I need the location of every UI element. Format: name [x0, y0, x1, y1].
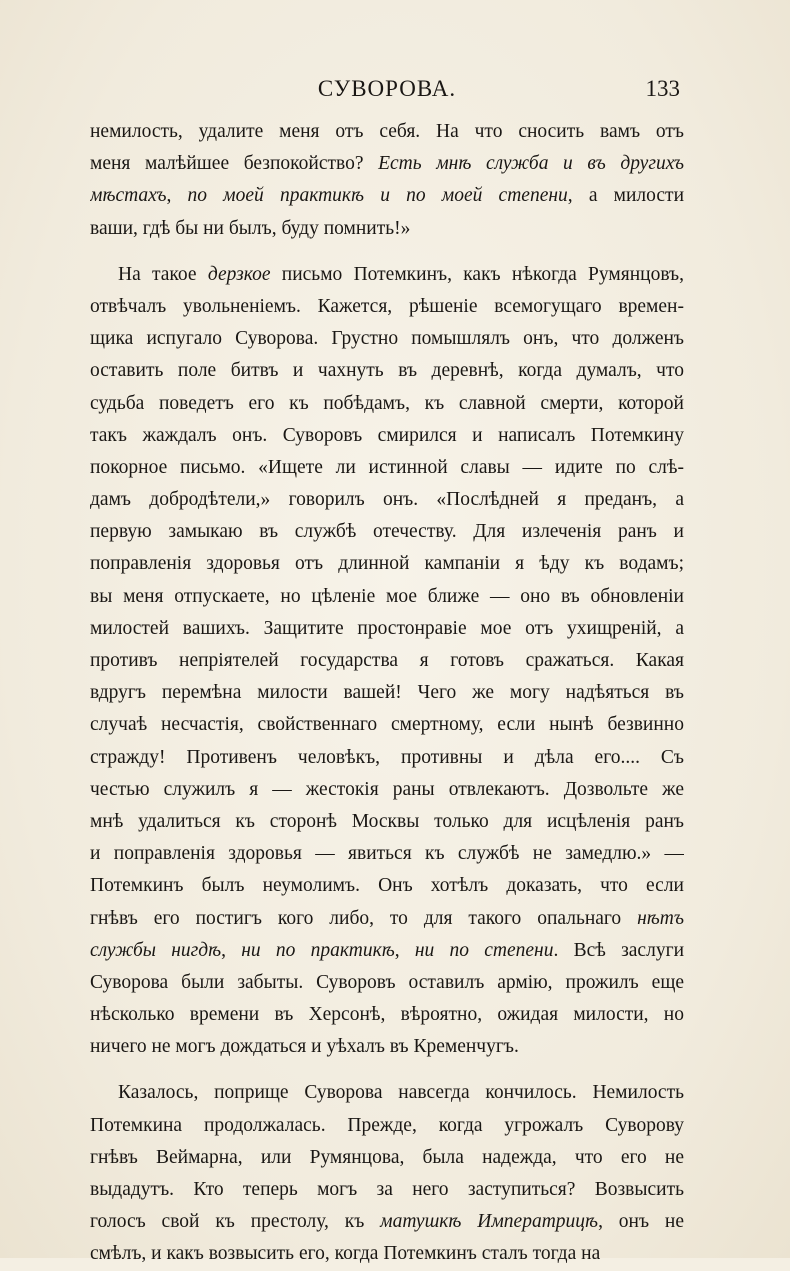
- text-run: Потемкинъ былъ неумолимъ. Онъ хотѣлъ доказать, что если: [90, 875, 684, 897]
- text-line: [90, 484, 684, 516]
- text-line: [90, 1110, 684, 1142]
- text-run: и поправленія здоровья — явиться къ службѣ не замедлю.» —: [90, 843, 684, 865]
- text-line: [90, 709, 684, 741]
- text-run: первую замыкаю въ службѣ отечеству. Для излеченія ранъ и: [90, 521, 684, 543]
- text-run: стражду! Противенъ человѣкъ, противны и дѣла его.... Съ: [90, 746, 684, 768]
- italic-text: нѣтъ: [637, 907, 684, 929]
- text-run: противъ непріятелей государства я готовъ сражаться. Какая: [90, 650, 684, 671]
- italic-text: службы нигдѣ: [90, 939, 222, 961]
- text-run: вдругъ перемѣна милости вашей! Чего же могу надѣяться въ: [90, 682, 684, 704]
- text-line: [90, 259, 684, 291]
- text-run: Потемкина продолжалась. Прежде, когда угрожалъ Суворову: [90, 1114, 684, 1136]
- text-line: [90, 1238, 684, 1270]
- text-line: [90, 870, 684, 902]
- text-line: [90, 935, 684, 967]
- text-run: , онъ не: [598, 1211, 684, 1233]
- text-run: дамъ добродѣтели,» говорилъ онъ. «Послѣдней я преданъ, а: [90, 489, 684, 511]
- text-line: [90, 999, 684, 1031]
- text-run: ваши, гдѣ бы ни былъ, буду помнить!»: [90, 217, 411, 239]
- text-line: [90, 420, 684, 452]
- text-line: [90, 355, 684, 387]
- text-run: случаѣ несчастія, свойственнаго смертному, если нынѣ безвинно: [90, 714, 684, 736]
- italic-text: ни по практикѣ: [241, 939, 395, 961]
- text-run: милостей вашихъ. Защитите простонравіе мое отъ ухищреній, а: [90, 617, 684, 639]
- italic-text: ни по степени: [414, 939, 554, 961]
- text-run: отвѣчалъ увольненіемъ. Кажется, рѣшеніе всемогущаго времен-: [90, 295, 684, 317]
- text-run: поправленія здоровья отъ длинной кампаніи я ѣду къ водамъ;: [90, 553, 684, 575]
- text-run: ничего не могъ дождаться и уѣхалъ въ Кременчугъ.: [90, 1036, 519, 1058]
- text-run: судьба поведетъ его къ побѣдамъ, къ славной смерти, которой: [90, 392, 684, 414]
- text-line: [90, 148, 684, 180]
- text-run: гнѣвъ Веймарна, или Румянцова, была надежда, что его не: [90, 1146, 684, 1168]
- text-run: гнѣвъ его постигъ кого либо, то для такого опальнаго: [90, 907, 638, 929]
- paragraph: [90, 1077, 684, 1270]
- text-line: [90, 1206, 684, 1238]
- text-line: [90, 516, 684, 548]
- italic-text: дерзкое: [207, 263, 271, 285]
- text-run: . Всѣ заслуги: [553, 939, 684, 961]
- paragraph: [90, 259, 684, 1064]
- text-run: ,: [166, 185, 188, 207]
- page-header: [90, 74, 684, 104]
- text-line: [90, 323, 684, 355]
- text-line: [90, 1077, 684, 1109]
- text-run: оставить поле битвъ и чахнуть въ деревнѣ, когда думалъ, что: [90, 360, 684, 382]
- text-run: нѣсколько времени въ Херсонѣ, вѣроятно, ожидая милости, но: [90, 1004, 684, 1026]
- text-line: [90, 116, 684, 148]
- text-line: [90, 1031, 684, 1063]
- text-run: , а милости: [567, 185, 684, 207]
- text-run: честью служилъ я — жестокія раны отвлекаютъ. Дозвольте же: [90, 778, 684, 800]
- text-run: Казалось, поприще Суворова навсегда кончилось. Немилость: [118, 1082, 684, 1104]
- text-run: щика испугало Суворова. Грустно помышлялъ онъ, что долженъ: [90, 328, 684, 350]
- text-line: [90, 677, 684, 709]
- body-text: [90, 116, 684, 1271]
- text-run: На такое: [118, 263, 208, 285]
- text-line: [90, 581, 684, 613]
- text-line: [90, 452, 684, 484]
- paragraph: [90, 116, 684, 245]
- text-run: такъ жаждалъ онъ. Суворовъ смирился и написалъ Потемкину: [90, 424, 684, 446]
- text-line: [90, 645, 684, 677]
- italic-text: по моей практикѣ и по моей степени: [187, 185, 568, 207]
- text-line: [90, 742, 684, 774]
- text-run: ,: [394, 939, 415, 961]
- text-run: голосъ свой къ престолу, къ: [90, 1211, 381, 1233]
- running-title: СУВОРОВА.: [317, 76, 457, 101]
- text-line: [90, 967, 684, 999]
- text-line: [90, 388, 684, 420]
- text-run: немилость, удалите меня отъ себя. На что сносить вамъ отъ: [90, 121, 684, 142]
- text-line: [90, 213, 684, 245]
- italic-text: Есть мнѣ служба и въ другихъ: [378, 153, 684, 175]
- text-run: покорное письмо. «Ищете ли истинной славы — идите по слѣ-: [90, 456, 684, 478]
- text-run: меня малѣйшее безпокойство?: [90, 153, 379, 175]
- text-line: [90, 180, 684, 212]
- text-line: [90, 613, 684, 645]
- text-line: [90, 1174, 684, 1206]
- text-run: вы меня отпускаете, но цѣленіе мое ближе — оно въ обновленіи: [90, 585, 684, 607]
- text-run: смѣлъ, и какъ возвысить его, когда Потемкинъ сталъ тогда на: [90, 1243, 601, 1265]
- italic-text: мѣстахъ: [90, 185, 167, 207]
- text-line: [90, 548, 684, 580]
- text-run: Суворова были забыты. Суворовъ оставилъ армію, прожилъ еще: [90, 971, 684, 993]
- text-line: [90, 903, 684, 935]
- text-run: ,: [221, 939, 242, 961]
- text-line: [90, 774, 684, 806]
- text-run: мнѣ удалиться къ сторонѣ Москвы только для исцѣленія ранъ: [90, 810, 684, 832]
- text-line: [90, 838, 684, 870]
- italic-text: матушкѣ Императрицѣ: [380, 1211, 599, 1233]
- text-line: [90, 1142, 684, 1174]
- page-number: 133: [645, 76, 680, 101]
- text-line: [90, 806, 684, 838]
- text-line: [90, 291, 684, 323]
- text-run: письмо Потемкинъ, какъ нѣкогда Румянцовъ,: [270, 263, 684, 285]
- text-run: выдадутъ. Кто теперь могъ за него заступиться? Возвысить: [90, 1179, 684, 1200]
